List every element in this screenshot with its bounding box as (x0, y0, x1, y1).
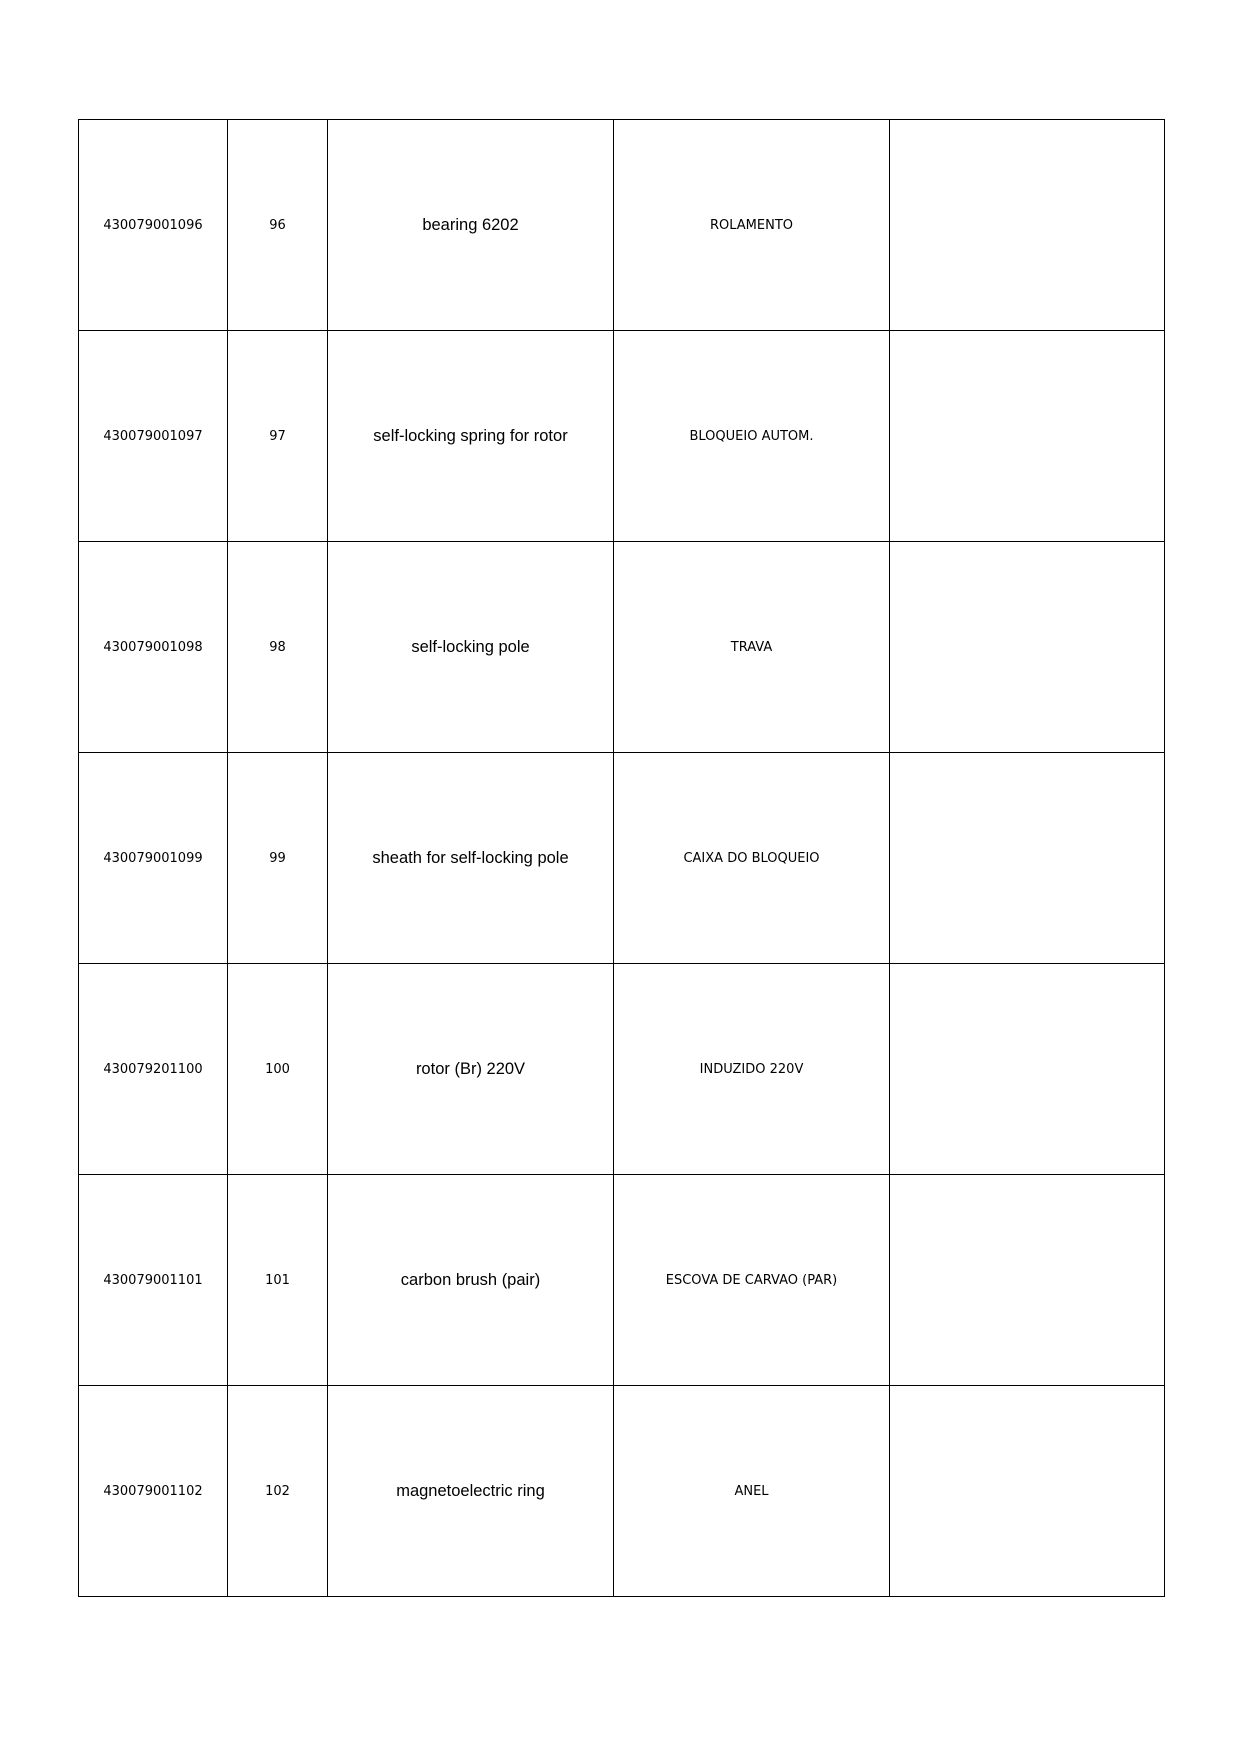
empty-cell (890, 753, 1165, 964)
part-number-cell: 96 (228, 120, 328, 331)
part-name-en-cell: rotor (Br) 220V (328, 964, 614, 1175)
parts-table (78, 119, 1165, 1597)
table-row (79, 542, 1165, 753)
empty-cell (890, 331, 1165, 542)
part-name-pt-cell: ROLAMENTO (614, 120, 890, 331)
empty-cell (890, 1386, 1165, 1597)
part-code-cell: 430079001097 (79, 331, 228, 542)
part-code-cell: 430079001098 (79, 542, 228, 753)
part-name-en-cell: carbon brush (pair) (328, 1175, 614, 1386)
part-number-cell: 98 (228, 542, 328, 753)
table-row (79, 964, 1165, 1175)
part-name-pt-cell: TRAVA (614, 542, 890, 753)
empty-cell (890, 542, 1165, 753)
part-number-cell: 100 (228, 964, 328, 1175)
table-row (79, 331, 1165, 542)
part-name-en-cell: magnetoelectric ring (328, 1386, 614, 1597)
part-code-cell: 430079201100 (79, 964, 228, 1175)
part-name-en-cell: bearing 6202 (328, 120, 614, 331)
part-name-en-cell: sheath for self-locking pole (328, 753, 614, 964)
part-name-pt-cell: BLOQUEIO AUTOM. (614, 331, 890, 542)
part-code-cell: 430079001099 (79, 753, 228, 964)
part-code-cell: 430079001101 (79, 1175, 228, 1386)
part-name-en-cell: self-locking spring for rotor (328, 331, 614, 542)
empty-cell (890, 1175, 1165, 1386)
table-row (79, 1386, 1165, 1597)
part-code-cell: 430079001102 (79, 1386, 228, 1597)
part-number-cell: 101 (228, 1175, 328, 1386)
part-number-cell: 99 (228, 753, 328, 964)
part-name-pt-cell: INDUZIDO 220V (614, 964, 890, 1175)
part-name-pt-cell: CAIXA DO BLOQUEIO (614, 753, 890, 964)
table-row (79, 753, 1165, 964)
part-name-pt-cell: ANEL (614, 1386, 890, 1597)
part-number-cell: 102 (228, 1386, 328, 1597)
empty-cell (890, 120, 1165, 331)
part-name-pt-cell: ESCOVA DE CARVAO (PAR) (614, 1175, 890, 1386)
empty-cell (890, 964, 1165, 1175)
part-code-cell: 430079001096 (79, 120, 228, 331)
part-name-en-cell: self-locking pole (328, 542, 614, 753)
table-row (79, 1175, 1165, 1386)
table-row (79, 120, 1165, 331)
part-number-cell: 97 (228, 331, 328, 542)
